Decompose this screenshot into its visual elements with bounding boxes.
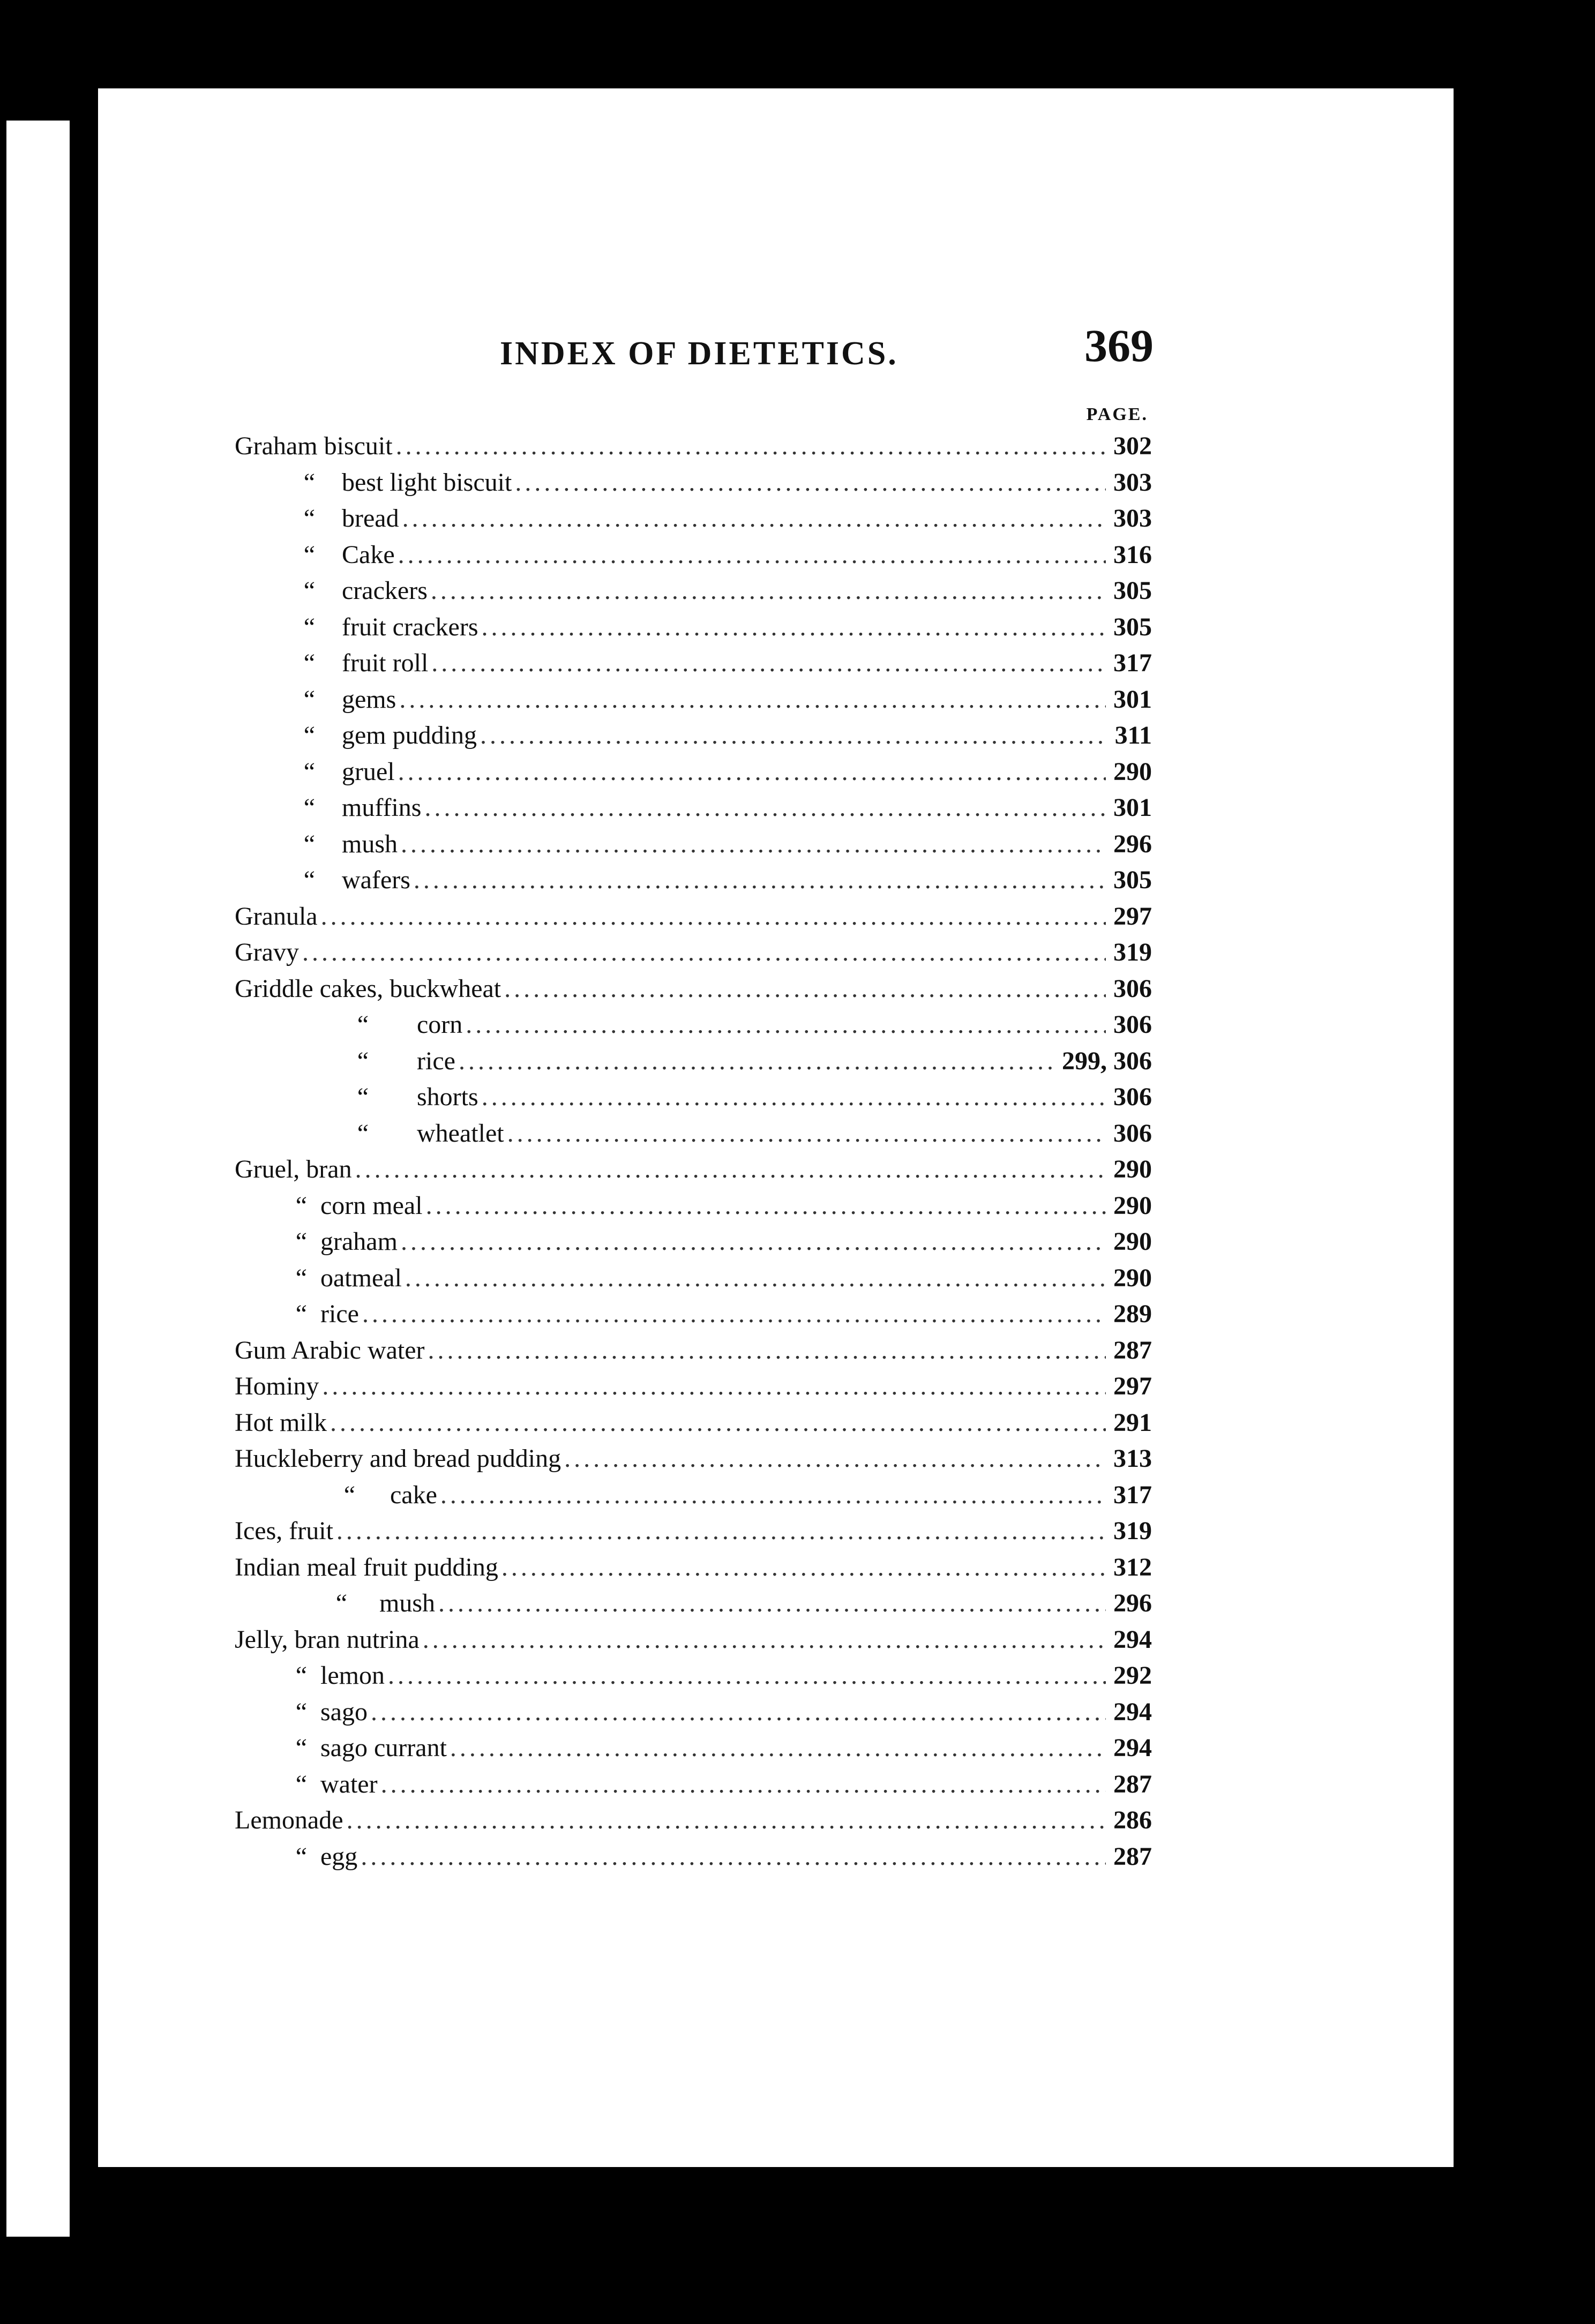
book-page [98,88,1454,2167]
index-entry [235,1408,1152,1444]
entry-page-number: 290 [1113,757,1152,786]
dot-leader [482,1082,1106,1112]
ditto-mark: “ [335,1589,347,1617]
dot-leader [302,938,1106,967]
index-entry [235,974,1152,1010]
dot-leader [424,793,1106,822]
dot-leader [423,1625,1106,1654]
index-entry [235,1444,1152,1480]
index-entry [235,685,1152,721]
entry-page-number: 301 [1113,685,1152,714]
entry-label: sago currant [320,1734,447,1762]
dot-leader [322,1371,1106,1401]
entry-page-number: 312 [1113,1553,1152,1581]
index-entry [235,1154,1152,1191]
index-entry [235,1191,1152,1227]
entry-label: wafers [342,866,410,894]
entry-page-number: 317 [1113,1480,1152,1509]
index-entry [235,431,1152,468]
page-number: 369 [1084,320,1154,371]
entry-page-number: 317 [1113,649,1152,677]
index-entry [235,540,1152,576]
ditto-mark: “ [343,1480,355,1509]
index-entry [235,1697,1152,1734]
dot-leader [405,1263,1106,1293]
entry-label: rice [417,1046,455,1075]
entry-label: Hominy [235,1372,319,1400]
entry-page-number: 290 [1113,1263,1152,1292]
dot-leader [440,1480,1106,1510]
dot-leader [321,902,1106,931]
dot-leader [515,468,1106,497]
index-entry [235,1480,1152,1517]
index-entry [235,1661,1152,1697]
ditto-mark: “ [295,1263,307,1292]
entry-label: corn [417,1010,463,1039]
index-entry [235,1082,1152,1119]
dot-leader [466,1010,1106,1039]
ditto-mark: “ [357,1046,369,1075]
dot-leader [355,1154,1106,1184]
ditto-mark: “ [295,1300,307,1328]
entry-label: cake [390,1480,437,1509]
entry-label: wheatlet [417,1119,504,1148]
entry-label: Gruel, bran [235,1155,352,1183]
ditto-mark: “ [303,576,315,605]
entry-page-number: 305 [1113,576,1152,605]
dot-leader [482,612,1106,642]
index-entry [235,1227,1152,1263]
dot-leader [431,648,1106,678]
index-entry [235,1046,1152,1083]
index-entry [235,468,1152,504]
entry-page-number: 302 [1113,432,1152,460]
entry-label: Lemonade [235,1806,343,1834]
dot-leader [459,1046,1054,1076]
running-header [98,319,1154,394]
dot-leader [398,757,1106,786]
entry-label: egg [320,1842,358,1871]
entry-label: best light biscuit [342,468,512,497]
index-entry [235,1733,1152,1770]
ditto-mark: “ [295,1661,307,1690]
dot-leader [361,1842,1106,1871]
entry-label: Griddle cakes, buckwheat [235,974,501,1003]
entry-label: fruit roll [342,649,429,677]
dot-leader [480,721,1107,750]
entry-label: Hot milk [235,1408,327,1437]
entry-page-number: 287 [1113,1336,1152,1365]
entry-page-number: 299, 306 [1062,1046,1152,1075]
dot-leader [336,1516,1106,1546]
entry-label: Cake [342,540,395,569]
index-entry [235,1588,1152,1625]
entry-label: Jelly, bran nutrina [235,1625,420,1654]
dot-leader [396,431,1106,461]
dot-leader [347,1805,1106,1835]
index-entry [235,721,1152,757]
entry-label: Indian meal fruit pudding [235,1553,498,1581]
dot-leader [401,1227,1106,1256]
entry-page-number: 296 [1113,1589,1152,1617]
dot-leader [414,865,1106,895]
dot-leader [564,1444,1106,1473]
index-entry [235,1553,1152,1589]
entry-page-number: 294 [1113,1625,1152,1654]
entry-page-number: 305 [1113,866,1152,894]
dot-leader [398,540,1106,569]
entry-page-number: 303 [1113,468,1152,497]
index-entry [235,757,1152,793]
entry-label: fruit crackers [342,612,478,641]
entry-page-number: 305 [1113,612,1152,641]
entry-page-number: 287 [1113,1770,1152,1798]
entry-label: Gravy [235,938,299,966]
ditto-mark: “ [357,1119,369,1148]
index-entry [235,612,1152,649]
entry-page-number: 290 [1113,1155,1152,1183]
index-entry [235,1625,1152,1661]
entry-label: graham [320,1227,398,1256]
entry-label: Graham biscuit [235,432,393,460]
entry-label: corn meal [320,1191,423,1220]
entry-page-number: 301 [1113,793,1152,822]
entry-label: gems [342,685,396,714]
index-entry [235,1010,1152,1046]
ditto-mark: “ [295,1697,307,1726]
entry-label: mush [379,1589,436,1617]
ditto-mark: “ [303,757,315,786]
index-entry [235,1263,1152,1300]
entry-label: Ices, fruit [235,1517,333,1545]
entry-page-number: 292 [1113,1661,1152,1690]
index-entry [235,938,1152,974]
entry-page-number: 287 [1113,1842,1152,1871]
entry-label: Granula [235,902,318,931]
ditto-mark: “ [303,504,315,533]
entry-label: rice [320,1300,359,1328]
dot-leader [399,685,1106,714]
entry-page-number: 290 [1113,1191,1152,1220]
entry-page-number: 291 [1113,1408,1152,1437]
entry-page-number: 306 [1113,1083,1152,1111]
entry-page-number: 294 [1113,1734,1152,1762]
index-entry [235,1805,1152,1842]
ditto-mark: “ [303,793,315,822]
ditto-mark: “ [357,1083,369,1111]
entry-page-number: 306 [1113,974,1152,1003]
entry-label: oatmeal [320,1263,402,1292]
entry-label: muffins [342,793,422,822]
entry-label: crackers [342,576,428,605]
dot-leader [431,576,1106,605]
dot-leader [450,1733,1106,1763]
ditto-mark: “ [303,540,315,569]
ditto-mark: “ [295,1191,307,1220]
index-entry [235,1770,1152,1806]
left-page-edge [6,121,70,2237]
entry-label: shorts [417,1083,478,1111]
entry-page-number: 296 [1113,829,1152,858]
dot-leader [381,1770,1106,1799]
dot-leader [501,1553,1106,1582]
entry-page-number: 311 [1114,721,1152,749]
index-entry [235,1299,1152,1336]
index-entry [235,902,1152,938]
entry-label: sago [320,1697,368,1726]
index-entry [235,504,1152,540]
dot-leader [402,504,1106,533]
dot-leader [371,1697,1106,1727]
ditto-mark: “ [295,1734,307,1762]
entry-label: Huckleberry and bread pudding [235,1444,561,1473]
entry-page-number: 286 [1113,1806,1152,1834]
ditto-mark: “ [303,721,315,749]
index-entry [235,1842,1152,1878]
dot-leader [388,1661,1106,1690]
ditto-mark: “ [303,612,315,641]
entry-label: bread [342,504,399,533]
index-entries [235,431,1152,1878]
page-column-label: PAGE. [1086,404,1148,424]
ditto-mark: “ [295,1770,307,1798]
entry-page-number: 290 [1113,1227,1152,1256]
index-entry [235,1336,1152,1372]
page-title: INDEX OF DIETETICS. [500,335,898,372]
entry-page-number: 306 [1113,1010,1152,1039]
entry-page-number: 289 [1113,1300,1152,1328]
index-entry [235,793,1152,829]
ditto-mark: “ [303,685,315,714]
index-entry [235,865,1152,902]
entry-page-number: 294 [1113,1697,1152,1726]
entry-page-number: 313 [1113,1444,1152,1473]
entry-page-number: 306 [1113,1119,1152,1148]
dot-leader [504,974,1106,1003]
index-entry [235,1119,1152,1155]
index-entry [235,648,1152,685]
entry-page-number: 297 [1113,1372,1152,1400]
dot-leader [362,1299,1106,1329]
ditto-mark: “ [357,1010,369,1039]
ditto-mark: “ [303,866,315,894]
dot-leader [438,1588,1106,1618]
entry-label: mush [342,829,398,858]
entry-label: Gum Arabic water [235,1336,425,1365]
entry-label: lemon [320,1661,385,1690]
ditto-mark: “ [295,1227,307,1256]
entry-page-number: 297 [1113,902,1152,931]
dot-leader [426,1191,1106,1220]
ditto-mark: “ [303,468,315,497]
dot-leader [401,829,1106,859]
entry-page-number: 316 [1113,540,1152,569]
entry-page-number: 303 [1113,504,1152,533]
entry-label: water [320,1770,378,1798]
ditto-mark: “ [295,1842,307,1871]
ditto-mark: “ [303,649,315,677]
index-entry [235,1516,1152,1553]
entry-label: gem pudding [342,721,477,749]
ditto-mark: “ [303,829,315,858]
entry-page-number: 319 [1113,1517,1152,1545]
index-entry [235,829,1152,866]
dot-leader [428,1336,1106,1365]
dot-leader [507,1119,1106,1148]
index-entry [235,576,1152,612]
entry-page-number: 319 [1113,938,1152,966]
dot-leader [330,1408,1106,1437]
index-entry [235,1371,1152,1408]
entry-label: gruel [342,757,395,786]
